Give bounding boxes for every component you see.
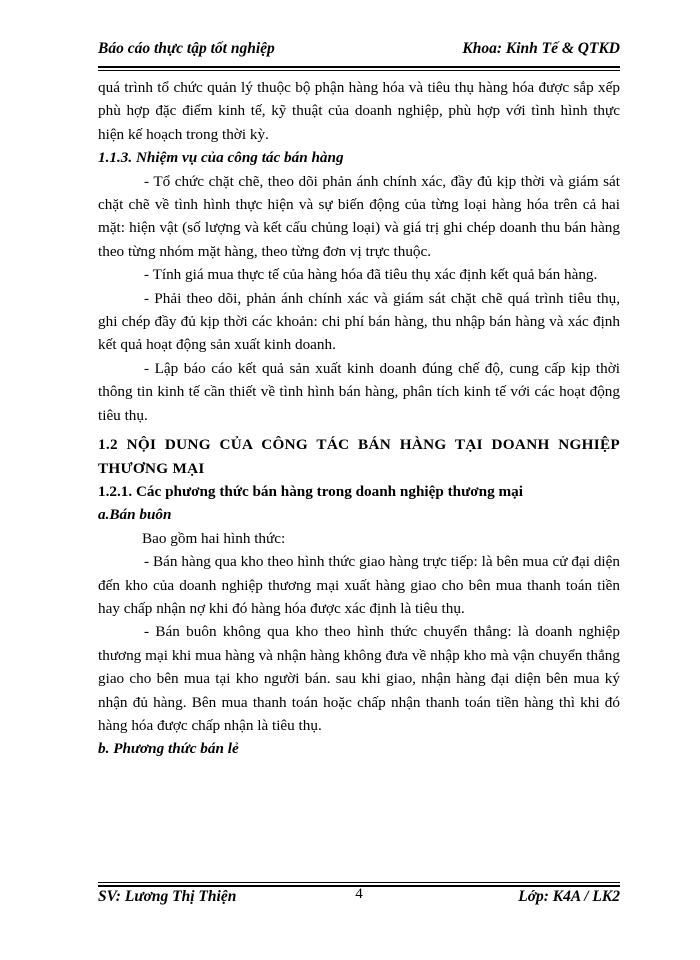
paragraph-task-3: - Phải theo dõi, phản ánh chính xác và giám sát chặt chẽ quá trình tiêu thụ, ghi chép đầy đủ kịp thời các khoản: chi phí bán hàng, thu nhập bán hàng và xác định kết quả hoạt động sản xuất kinh doanh. — [98, 289, 620, 354]
paragraph-two-forms: Bao gồm hai hình thức: — [142, 529, 286, 547]
heading-b-ban-le: b. Phương thức bán lẻ — [98, 740, 239, 758]
header-faculty: Khoa: Kinh Tế & QTKD — [462, 40, 620, 57]
page-body — [98, 76, 620, 761]
page-number: 4 — [355, 886, 363, 902]
paragraph-task-2: - Tính giá mua thực tế của hàng hóa đã tiêu thụ xác định kết quả bán hàng. — [144, 266, 598, 284]
paragraph-continuation: quá trình tổ chức quản lý thuộc bộ phận hàng hóa và tiêu thụ hàng hóa được sắp xếp phù hợp đặc điểm kinh tế, kỹ thuật của doanh nghiệp, phù hợp với tình hình thực hiện kế hoạch trong thời kỳ. — [98, 79, 620, 143]
heading-1-2: 1.2 NỘI DUNG CỦA CÔNG TÁC BÁN HÀNG TẠI DOANH NGHIỆP THƯƠNG MẠI — [98, 436, 620, 477]
footer-class: Lớp: K4A / LK2 — [518, 888, 620, 905]
heading-1-2-1: 1.2.1. Các phương thức bán hàng trong doanh nghiệp thương mại — [98, 482, 523, 500]
heading-a-ban-buon: a.Bán buôn — [98, 506, 172, 524]
page-header — [98, 40, 620, 58]
page-footer — [98, 888, 620, 906]
header-report-title: Báo cáo thực tập tốt nghiệp — [98, 40, 275, 57]
footer-student-name: SV: Lương Thị Thiện — [98, 888, 237, 905]
paragraph-form-1: - Bán hàng qua kho theo hình thức giao hàng trực tiếp: là bên mua cử đại diện đến kho của doanh nghiệp thương mại xuất hàng giao cho bên mua thanh toán tiền hay chấp nhận nợ khi đó hàng hóa được xác định là tiêu thụ. — [98, 553, 620, 617]
heading-1-1-3: 1.1.3. Nhiệm vụ của công tác bán hàng — [98, 149, 344, 167]
paragraph-task-1: - Tổ chức chặt chẽ, theo dõi phản ánh chính xác, đầy đủ kịp thời và giám sát chặt chẽ về tình hình thực hiện và sự biến động của từng loại hàng hóa trên cả hai mặt: hiện vật (số lượng và kết cấu chủng loại) và giá trị ghi chép doanh thu bán hàng theo từng nhóm mặt hàng, theo từng đơn vị trực thuộc. — [98, 172, 620, 260]
header-rule — [98, 66, 620, 71]
paragraph-task-4: - Lập báo cáo kết quả sản xuất kinh doanh đúng chế độ, cung cấp kịp thời thông tin kinh tế cần thiết về tình hình bán hàng, phân tích kinh tế với các hoạt động tiêu thụ. — [98, 359, 620, 424]
paragraph-form-2: - Bán buôn không qua kho theo hình thức chuyển thẳng: là doanh nghiệp thương mại khi mua hàng và nhận hàng không đưa về nhập kho mà vận chuyển thẳng giao cho bên mua tại kho người bán. sau khi giao, nhận hàng đại diện bên mua ký nhận đủ hàng. Bên mua thanh toán hoặc chấp nhận thanh toán tiền hàng thì khi đó hàng hóa được chấp nhận là tiêu thụ. — [98, 623, 620, 734]
